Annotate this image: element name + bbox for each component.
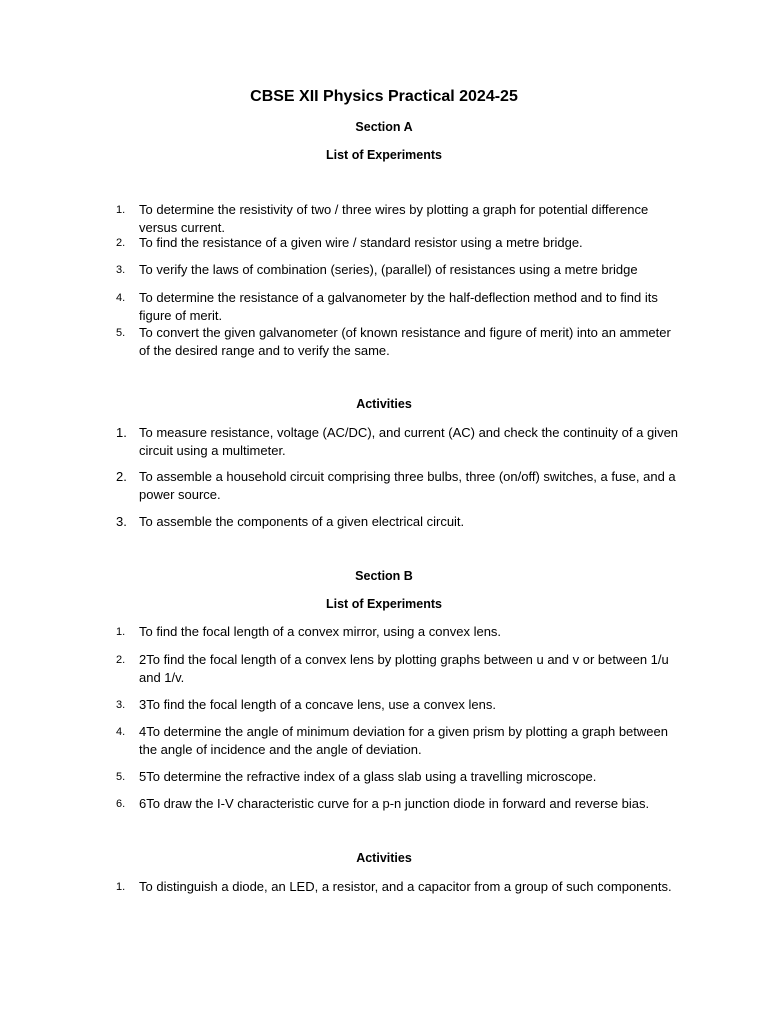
section-b-heading: Section B bbox=[355, 569, 413, 583]
list-item-text: To find the resistance of a given wire / standard resistor using a metre bridge. bbox=[139, 235, 583, 250]
list-item-text: To assemble a household circuit comprising three bulbs, three (on/off) switches, a fuse, and a power source. bbox=[139, 469, 676, 502]
list-item-number: 1. bbox=[116, 626, 126, 638]
list-item-text: 2To find the focal length of a convex lens by plotting graphs between u and v or between 1/u and 1/v. bbox=[139, 652, 669, 685]
page-title: CBSE XII Physics Practical 2024-25 bbox=[250, 88, 518, 105]
list-item-text: To verify the laws of combination (series), (parallel) of resistances using a metre bridge bbox=[139, 262, 638, 277]
list-item-text: 4To determine the angle of minimum deviation for a given prism by plotting a graph between the angle of incidence and the angle of deviation. bbox=[139, 724, 668, 757]
list-item-number: 1. bbox=[116, 204, 126, 216]
list-item-number: 2. bbox=[116, 469, 127, 484]
list-item-text: To distinguish a diode, an LED, a resistor, and a capacitor from a group of such components. bbox=[139, 879, 672, 894]
list-item-number: 2. bbox=[116, 654, 126, 666]
list-item-text: To convert the given galvanometer (of known resistance and figure of merit) into an ammeter of the desired range and to verify the same. bbox=[139, 325, 671, 358]
list-item-number: 6. bbox=[116, 798, 126, 810]
list-item-text: 6To draw the I-V characteristic curve for a p-n junction diode in forward and reverse bias. bbox=[139, 796, 650, 811]
list-item-number: 1. bbox=[116, 881, 126, 893]
list-item-text: 5To determine the refractive index of a glass slab using a travelling microscope. bbox=[139, 769, 597, 784]
list-item-text: 3To find the focal length of a concave lens, use a convex lens. bbox=[139, 697, 497, 712]
list-item-number: 2. bbox=[116, 237, 126, 249]
list-item-text: To determine the resistivity of two / three wires by plotting a graph for potential difference versus current. bbox=[139, 202, 649, 235]
list-item-number: 3. bbox=[116, 264, 126, 276]
section-b-activities-heading: Activities bbox=[356, 851, 412, 865]
list-item-number: 3. bbox=[116, 514, 127, 529]
list-item-text: To assemble the components of a given electrical circuit. bbox=[139, 514, 465, 529]
section-a-experiments-heading: List of Experiments bbox=[326, 148, 442, 162]
list-item-text: To measure resistance, voltage (AC/DC), and current (AC) and check the continuity of a given circuit using a multimeter. bbox=[139, 425, 679, 458]
list-item-text: To find the focal length of a convex mirror, using a convex lens. bbox=[139, 624, 502, 639]
section-a-activities-heading: Activities bbox=[356, 397, 412, 411]
list-item-number: 5. bbox=[116, 327, 126, 339]
section-a-heading: Section A bbox=[355, 120, 413, 134]
list-item-number: 3. bbox=[116, 699, 126, 711]
section-b-experiments-heading: List of Experiments bbox=[326, 597, 442, 611]
list-item-number: 4. bbox=[116, 726, 126, 738]
list-item-text: To determine the resistance of a galvanometer by the half-deflection method and to find its figure of merit. bbox=[139, 290, 658, 323]
list-item-number: 5. bbox=[116, 771, 126, 783]
list-item-number: 4. bbox=[116, 292, 126, 304]
list-item-number: 1. bbox=[116, 425, 127, 440]
